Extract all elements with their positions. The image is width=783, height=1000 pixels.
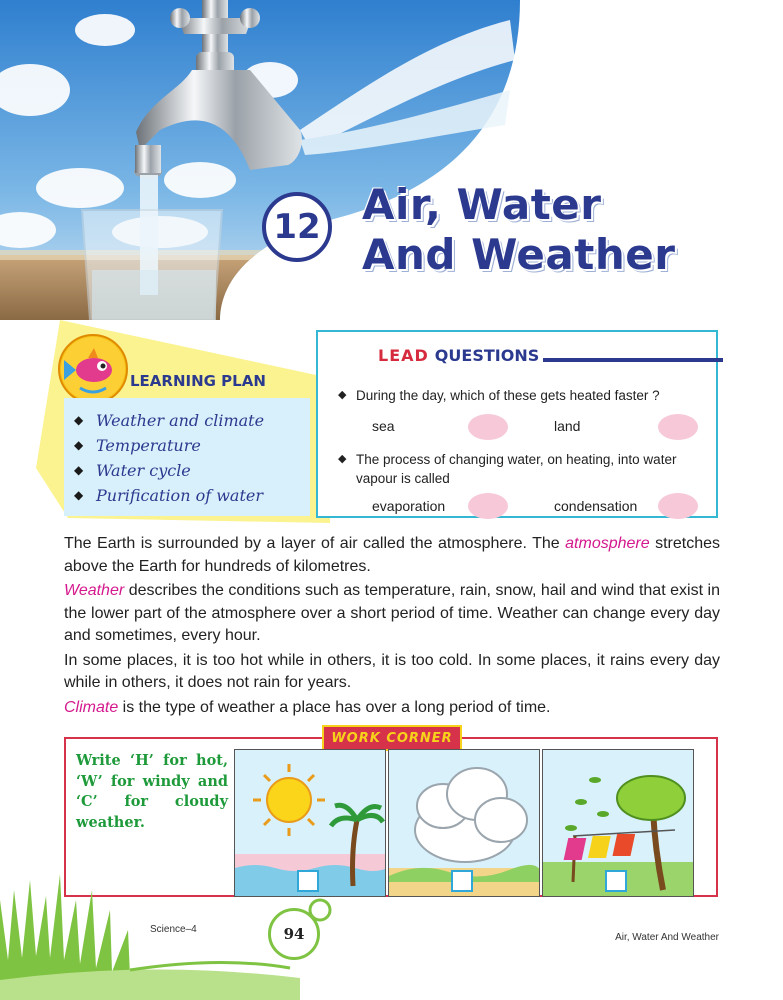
header-rule: [543, 358, 723, 362]
learning-plan-panel: [30, 318, 330, 528]
option-land: land: [554, 418, 581, 434]
diamond-bullet-icon: ◆: [338, 453, 347, 465]
lead-questions-panel: [316, 330, 718, 518]
keyword-weather: Weather: [64, 582, 125, 599]
option-condensation: condensation: [554, 498, 638, 514]
grass-decoration: [0, 860, 783, 1000]
fish-mascot-icon: [58, 334, 128, 404]
answer-oval[interactable]: [468, 414, 508, 440]
learning-plan-list: [64, 398, 310, 508]
keyword-climate: Climate: [64, 698, 119, 716]
paragraph: Weather describes the conditions such as temperature, rain, snow, hail and wind that exist in the lower part of the atmosphere over a short period of time. Weather can change every day and sometimes, every hour.: [64, 582, 720, 644]
diamond-bullet-icon: ◆: [74, 438, 84, 452]
lead-question-2: ◆ The process of changing water, on heating, into water vapour is called: [338, 452, 677, 486]
lead-question-1: ◆ During the day, which of these gets heated faster ?: [338, 388, 660, 403]
paragraph: Climate is the type of weather a place has over a long period of time.: [64, 698, 551, 716]
work-corner-label: WORK CORNER: [322, 725, 462, 751]
footer-subject: Science–4: [150, 924, 197, 935]
chapter-banner: [0, 0, 783, 320]
page-footer: [0, 860, 783, 1000]
diamond-bullet-icon: ◆: [74, 413, 84, 427]
learning-plan-item: ◆ Water cycle: [74, 458, 310, 483]
chapter-number-badge: 12: [262, 192, 332, 262]
chapter-title-line1: Air, Water: [362, 180, 602, 229]
learning-plan-item: ◆ Purification of water: [74, 483, 310, 508]
keyword-atmosphere: atmosphere: [565, 535, 650, 552]
lead-label: LEAD: [378, 346, 429, 365]
diamond-bullet-icon: ◆: [74, 463, 84, 477]
diamond-bullet-icon: ◆: [74, 488, 84, 502]
learning-plan-list-box: [64, 398, 310, 516]
learning-plan-title: LEARNING PLAN: [130, 372, 266, 390]
questions-label: QUESTIONS: [434, 346, 540, 365]
chapter-title: [362, 180, 675, 280]
learning-plan-item: ◆ Temperature: [74, 433, 310, 458]
option-evaporation: evaporation: [372, 498, 446, 514]
answer-oval[interactable]: [658, 493, 698, 519]
lead-questions-header: [378, 346, 723, 365]
page-number: 94: [268, 908, 320, 960]
learning-plan-item: ◆ Weather and climate: [74, 408, 310, 433]
work-corner-instruction: Write ‘H’ for hot, ‘W’ for windy and ‘C’ for cloudy weather.: [76, 752, 228, 831]
option-sea: sea: [372, 418, 395, 434]
answer-oval[interactable]: [658, 414, 698, 440]
paragraph: The Earth is surrounded by a layer of air called the atmosphere. The atmosphere stretches above the Earth for hundreds of kilometres.: [64, 535, 721, 575]
paragraph: In some places, it is too hot while in others, it is too cold. In some places, it rains every day while in others, it does not rain for years.: [64, 651, 720, 691]
footer-chapter-name: Air, Water And Weather: [615, 932, 719, 943]
diamond-bullet-icon: ◆: [338, 389, 347, 401]
answer-oval[interactable]: [468, 493, 508, 519]
body-text: [64, 533, 720, 721]
chapter-title-line2: And Weather: [362, 230, 676, 279]
